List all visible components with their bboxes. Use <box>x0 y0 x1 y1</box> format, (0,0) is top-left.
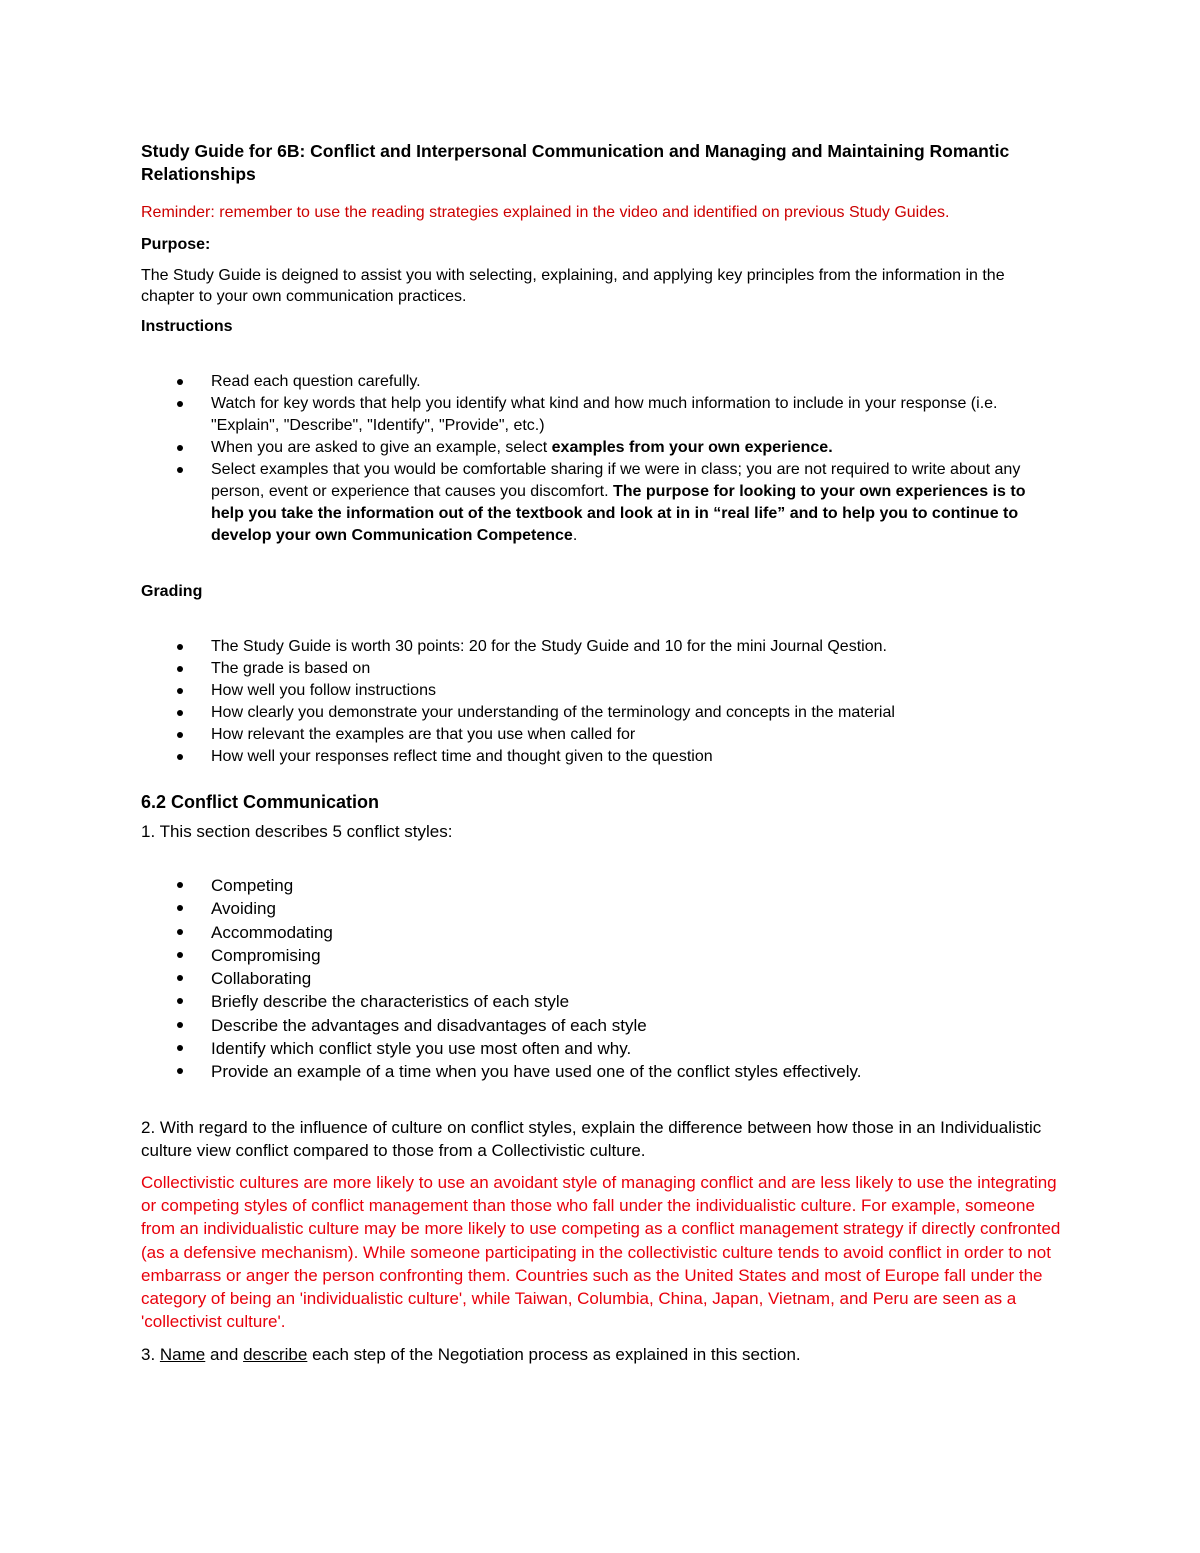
bullet-icon <box>177 1068 183 1074</box>
list-item: How well you follow instructions <box>141 680 1061 702</box>
grading-heading: Grading <box>141 583 203 600</box>
purpose-text: The Study Guide is deigned to assist you with selecting, explaining, and applying key principles from the information in the chapter to your own communication practices. <box>141 267 1005 305</box>
list-item: Select examples that you would be comfortable sharing if we were in class; you are not required to write about any person, event or experience that causes you discomfort. The purpose for looking to your own experiences is to help you take the information out of the textbook and look at in in “real life” and to help you to continue to develop your own Communication Competence. <box>141 459 1061 547</box>
list-item: The Study Guide is worth 30 points: 20 for the Study Guide and 10 for the mini Journal Qestion. <box>141 636 1061 658</box>
page-title: Study Guide for 6B: Conflict and Interpersonal Communication and Managing and Maintaining Romantic Relationships <box>141 141 1010 184</box>
conflict-styles-list <box>141 874 1061 1084</box>
purpose-heading: Purpose: <box>141 236 211 253</box>
list-item: How clearly you demonstrate your understanding of the terminology and concepts in the material <box>141 702 1061 724</box>
list-item: Competing <box>141 874 1061 897</box>
bullet-icon <box>177 882 183 888</box>
bullet-icon <box>177 998 183 1004</box>
document-page <box>141 140 1061 1366</box>
instructions-list <box>141 371 1061 547</box>
reminder-text: Reminder: remember to use the reading strategies explained in the video and identified on previous Study Guides. <box>141 204 950 221</box>
list-item: Provide an example of a time when you have used one of the conflict styles effectively. <box>141 1060 1061 1083</box>
list-item: How well your responses reflect time and thought given to the question <box>141 746 1061 768</box>
list-item: When you are asked to give an example, select examples from your own experience. <box>141 437 1061 459</box>
bullet-icon <box>177 688 183 694</box>
bullet-icon <box>177 732 183 738</box>
bullet-icon <box>177 905 183 911</box>
list-item: Collaborating <box>141 967 1061 990</box>
list-item: How relevant the examples are that you use when called for <box>141 724 1061 746</box>
bullet-icon <box>177 1022 183 1028</box>
instructions-heading: Instructions <box>141 318 233 335</box>
bullet-icon <box>177 445 183 451</box>
bullet-icon <box>177 754 183 760</box>
list-item: Describe the advantages and disadvantages of each style <box>141 1014 1061 1037</box>
list-item: Briefly describe the characteristics of each style <box>141 990 1061 1013</box>
grading-list <box>141 636 1061 768</box>
bullet-icon <box>177 710 183 716</box>
question-1: 1. This section describes 5 conflict styles: <box>141 822 453 841</box>
section-heading: 6.2 Conflict Communication <box>141 792 380 812</box>
bullet-icon <box>177 952 183 958</box>
bullet-icon <box>177 1045 183 1051</box>
list-item: Identify which conflict style you use most often and why. <box>141 1037 1061 1060</box>
bullet-icon <box>177 975 183 981</box>
bullet-icon <box>177 467 183 473</box>
bullet-icon <box>177 401 183 407</box>
question-3: 3. Name and describe each step of the Negotiation process as explained in this section. <box>141 1344 801 1364</box>
bullet-icon <box>177 929 183 935</box>
bullet-icon <box>177 666 183 672</box>
question-2: 2. With regard to the influence of culture on conflict styles, explain the difference between how those in an Individualistic culture view conflict compared to those from a Collectivistic culture. <box>141 1117 1042 1160</box>
list-item: Avoiding <box>141 897 1061 920</box>
answer-2: Collectivistic cultures are more likely to use an avoidant style of managing conflict and are less likely to use the integrating or competing styles of conflict management than those who fall under the individualistic culture. For example, someone from an individualistic culture may be more likely to use competing as a conflict management strategy if directly confronted (as a defensive mechanism). While someone participating in the collectivistic culture tends to avoid conflict in order to not embarrass or anger the person confronting them. Countries such as the United States and most of Europe fall under the category of being an 'individualistic culture', while Taiwan, Columbia, China, Japan, Vietnam, and Peru are seen as a 'collectivist culture'. <box>141 1172 1061 1332</box>
list-item: Accommodating <box>141 921 1061 944</box>
list-item: Read each question carefully. <box>141 371 1061 393</box>
list-item: The grade is based on <box>141 658 1061 680</box>
bullet-icon <box>177 644 183 650</box>
list-item: Watch for key words that help you identify what kind and how much information to include in your response (i.e. "Explain", "Describe", "Identify", "Provide", etc.) <box>141 393 1061 437</box>
list-item: Compromising <box>141 944 1061 967</box>
bullet-icon <box>177 379 183 385</box>
